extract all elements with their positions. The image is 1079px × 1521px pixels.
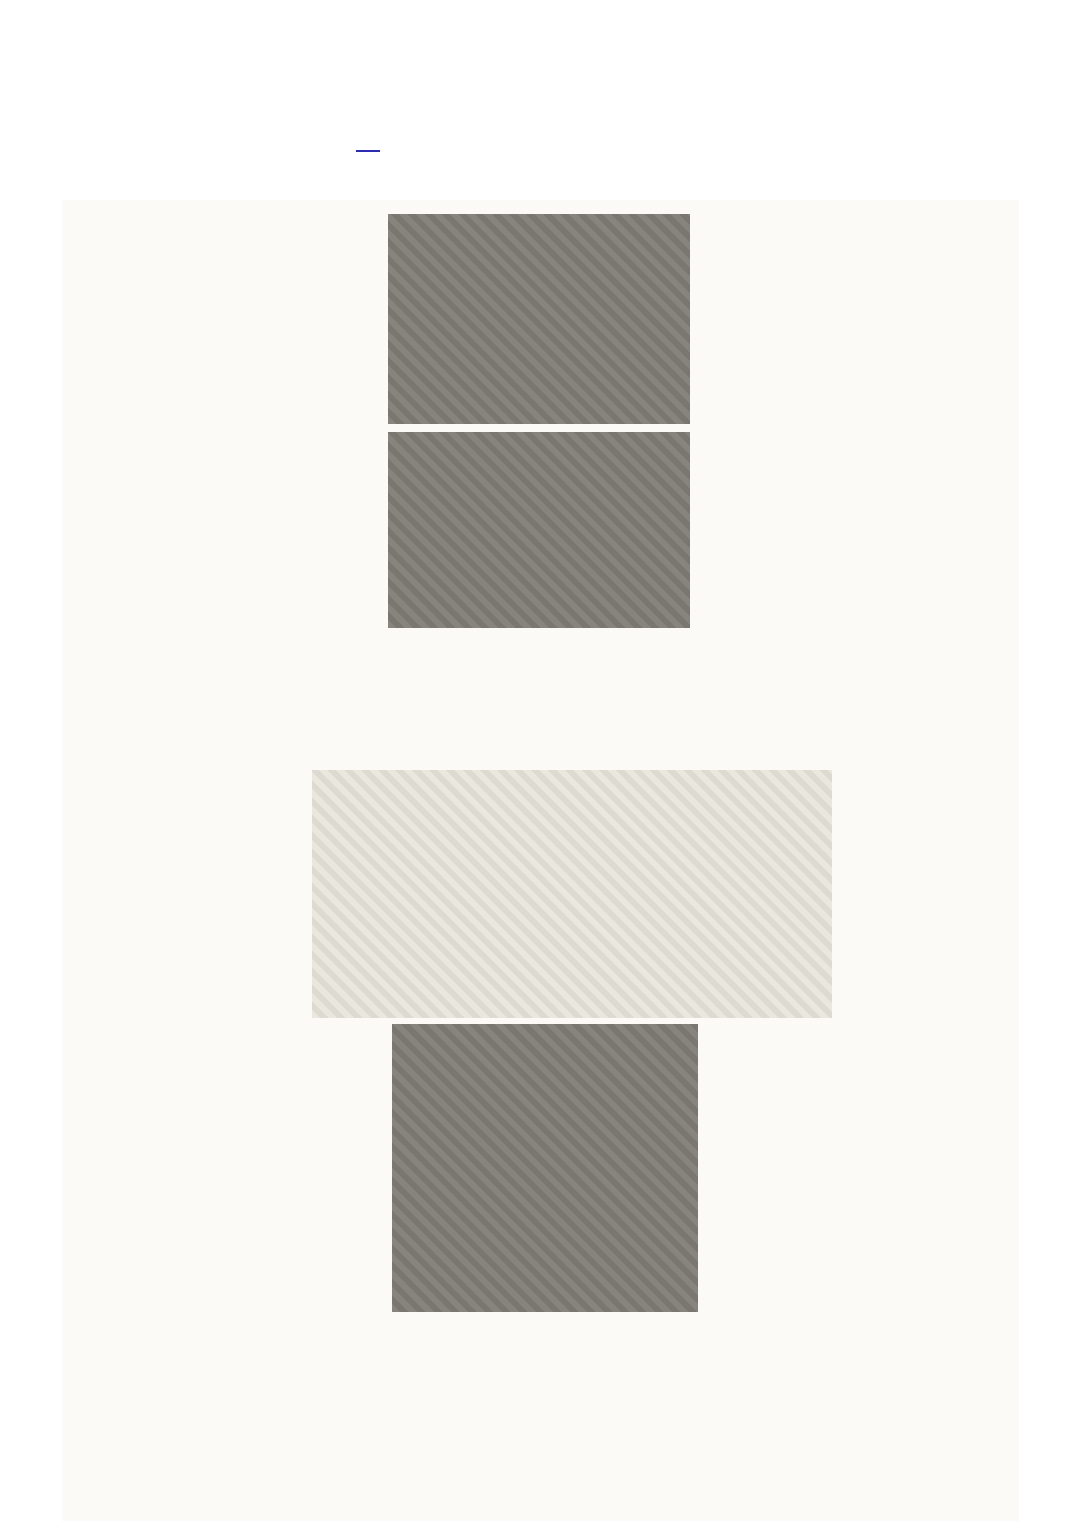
article-column-4: [82, 1036, 382, 1042]
article-column-3: [82, 792, 310, 798]
article-column-2: [704, 206, 992, 212]
photo-group-activity: [392, 1024, 698, 1312]
edition-badge: [356, 150, 380, 152]
article-column-6: [724, 960, 992, 966]
photo-hand-drawn-chart: [312, 770, 832, 1018]
article-column-5: [404, 1318, 686, 1324]
photo-field-survey: [388, 214, 690, 424]
article-clipping: [62, 200, 1019, 1521]
photo-leaf-mapping: [388, 432, 690, 628]
masthead: [62, 82, 380, 164]
article-column-1: [80, 206, 370, 212]
